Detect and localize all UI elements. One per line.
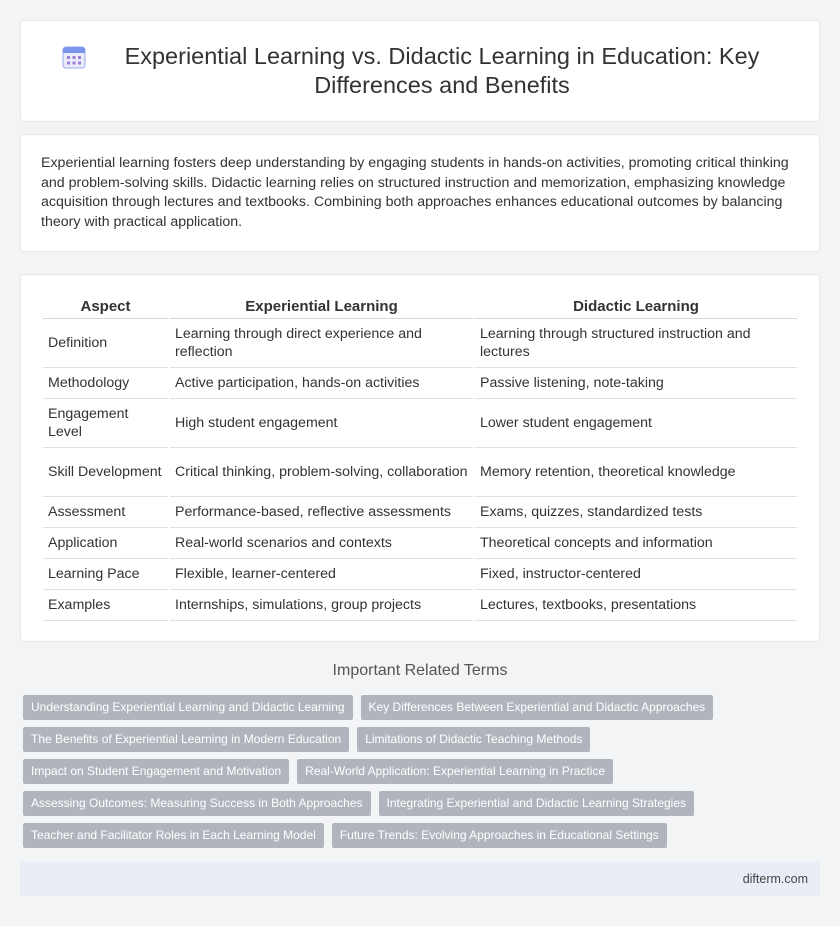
related-term-link[interactable]: Integrating Experiential and Didactic Learning Strategies (379, 791, 695, 816)
cell-didactic: Lower student engagement (475, 399, 797, 448)
related-terms-list (23, 695, 813, 855)
cell-experiential: Flexible, learner-centered (170, 559, 473, 590)
cell-didactic: Passive listening, note-taking (475, 368, 797, 399)
table-row (43, 559, 797, 590)
cell-didactic: Exams, quizzes, standardized tests (475, 497, 797, 528)
related-term-link[interactable]: The Benefits of Experiential Learning in Modern Education (23, 727, 349, 752)
cell-experiential: Active participation, hands-on activities (170, 368, 473, 399)
related-term-link[interactable]: Future Trends: Evolving Approaches in Educational Settings (332, 823, 667, 848)
column-header-experiential: Experiential Learning (170, 295, 473, 319)
cell-aspect: Learning Pace (43, 559, 168, 590)
cell-aspect: Engagement Level (43, 399, 168, 448)
comparison-card (20, 274, 820, 642)
column-header-aspect: Aspect (43, 295, 168, 319)
related-term-link[interactable]: Real-World Application: Experiential Learning in Practice (297, 759, 613, 784)
cell-experiential: Performance-based, reflective assessments (170, 497, 473, 528)
related-terms-heading: Important Related Terms (332, 662, 508, 679)
cell-aspect: Definition (43, 319, 168, 368)
intro-paragraph: Experiential learning fosters deep understanding by engaging students in hands-on activities, promoting critical thinking and problem-solving skills. Didactic learning relies on structured instruction and memorization, emphasizing knowledge acquisition through lectures and textbooks. Combining both approaches enhances educational outcomes by balancing theory with practical application. (41, 155, 789, 230)
related-term-link[interactable]: Assessing Outcomes: Measuring Success in Both Approaches (23, 791, 371, 816)
cell-didactic: Fixed, instructor-centered (475, 559, 797, 590)
cell-aspect: Examples (43, 590, 168, 621)
page-title: Experiential Learning vs. Didactic Learning in Education: Key Differences and Benefits (124, 43, 760, 98)
cell-didactic: Theoretical concepts and information (475, 528, 797, 559)
cell-experiential: Learning through direct experience and reflection (170, 319, 473, 368)
cell-aspect: Assessment (43, 497, 168, 528)
related-term-link[interactable]: Impact on Student Engagement and Motivation (23, 759, 289, 784)
related-term-link[interactable]: Understanding Experiential Learning and Didactic Learning (23, 695, 353, 720)
related-term-link[interactable]: Key Differences Between Experiential and Didactic Approaches (361, 695, 714, 720)
site-name[interactable]: difterm.com (742, 872, 808, 886)
comparison-table (43, 295, 797, 621)
cell-aspect: Skill Development (43, 448, 168, 497)
table-row (43, 528, 797, 559)
cell-experiential: Internships, simulations, group projects (170, 590, 473, 621)
table-row (43, 497, 797, 528)
footer (20, 862, 820, 896)
table-row (43, 590, 797, 621)
cell-experiential: Real-world scenarios and contexts (170, 528, 473, 559)
column-header-didactic: Didactic Learning (475, 295, 797, 319)
table-row (43, 399, 797, 448)
related-term-link[interactable]: Limitations of Didactic Teaching Methods (357, 727, 590, 752)
table-header-row (43, 295, 797, 319)
header-card (20, 20, 820, 122)
cell-aspect: Methodology (43, 368, 168, 399)
related-term-link[interactable]: Teacher and Facilitator Roles in Each Learning Model (23, 823, 324, 848)
cell-experiential: High student engagement (170, 399, 473, 448)
cell-experiential: Critical thinking, problem-solving, collaboration (170, 448, 473, 497)
cell-aspect: Application (43, 528, 168, 559)
cell-didactic: Memory retention, theoretical knowledge (475, 448, 797, 497)
calendar-icon (61, 44, 87, 70)
table-row (43, 448, 797, 497)
intro-card (20, 134, 820, 252)
table-row (43, 368, 797, 399)
cell-didactic: Lectures, textbooks, presentations (475, 590, 797, 621)
cell-didactic: Learning through structured instruction and lectures (475, 319, 797, 368)
table-row (43, 319, 797, 368)
